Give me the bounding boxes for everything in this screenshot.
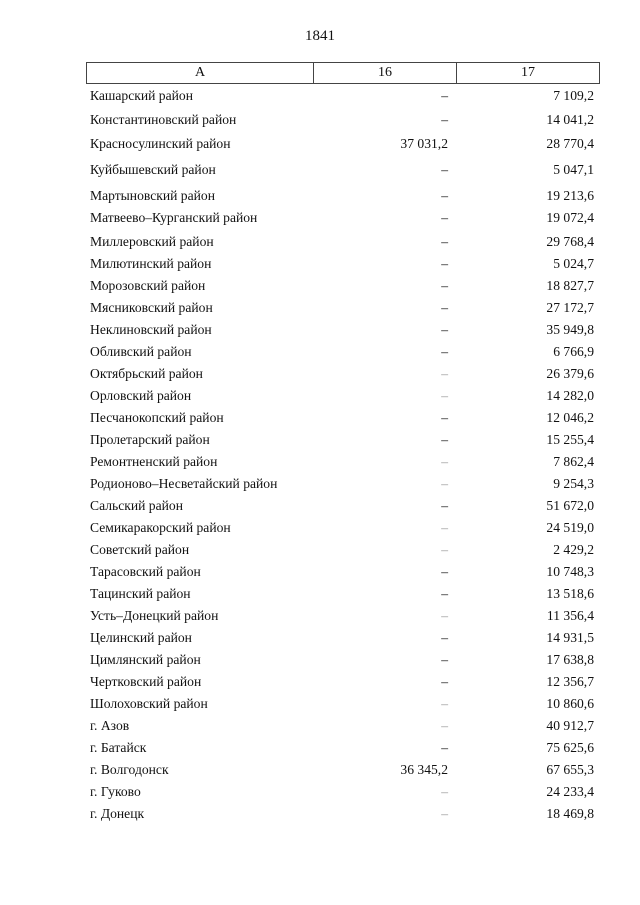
table-row [86, 160, 600, 180]
row-col-16: – [441, 234, 448, 249]
row-col-16: – [441, 388, 448, 403]
row-name: Мартыновский район [90, 188, 215, 203]
row-col-17: 18 469,8 [546, 806, 594, 821]
row-col-16: – [441, 498, 448, 513]
row-col-17: 14 282,0 [546, 388, 594, 403]
row-col-17: 15 255,4 [546, 432, 594, 447]
row-name: Красносулинский район [90, 136, 231, 151]
table-row [86, 584, 600, 604]
row-col-16: – [441, 210, 448, 225]
row-col-16: – [441, 784, 448, 799]
row-col-16: – [441, 476, 448, 491]
row-col-17: 19 072,4 [546, 210, 594, 225]
row-col-17: 5 024,7 [553, 256, 594, 271]
row-col-17: 9 254,3 [553, 476, 594, 491]
table-row [86, 540, 600, 560]
row-col-16: – [441, 586, 448, 601]
row-name: Морозовский район [90, 278, 206, 293]
row-col-16: – [441, 300, 448, 315]
row-name: г. Гуково [90, 784, 141, 799]
row-name: Куйбышевский район [90, 162, 216, 177]
table-row [86, 650, 600, 670]
row-col-17: 13 518,6 [546, 586, 594, 601]
row-col-17: 6 766,9 [553, 344, 594, 359]
table-row [86, 694, 600, 714]
table-row [86, 474, 600, 494]
row-name: Мясниковский район [90, 300, 213, 315]
row-col-17: 5 047,1 [553, 162, 594, 177]
row-col-17: 35 949,8 [546, 322, 594, 337]
table-row [86, 298, 600, 318]
row-col-16: – [441, 564, 448, 579]
table-row [86, 562, 600, 582]
row-name: Тацинский район [90, 586, 191, 601]
table-row [86, 760, 600, 780]
row-col-17: 67 655,3 [546, 762, 594, 777]
page-number: 1841 [305, 28, 335, 44]
row-col-16: – [441, 162, 448, 177]
row-name: Родионово–Несветайский район [90, 476, 278, 491]
table-row [86, 408, 600, 428]
row-col-16: – [441, 112, 448, 127]
row-col-17: 12 046,2 [546, 410, 594, 425]
row-col-16: 37 031,2 [400, 136, 448, 151]
row-name: Шолоховский район [90, 696, 208, 711]
row-col-17: 29 768,4 [546, 234, 594, 249]
row-col-17: 2 429,2 [553, 542, 594, 557]
table-row [86, 672, 600, 692]
row-name: Орловский район [90, 388, 192, 403]
header-col-16: 16 [314, 63, 457, 83]
row-col-16: – [441, 432, 448, 447]
row-name: Усть–Донецкий район [90, 608, 219, 623]
row-col-17: 27 172,7 [546, 300, 594, 315]
row-col-17: 7 109,2 [553, 88, 594, 103]
row-col-16: – [441, 674, 448, 689]
row-name: Миллеровский район [90, 234, 214, 249]
table-row [86, 320, 600, 340]
row-col-16: – [441, 718, 448, 733]
table-row [86, 628, 600, 648]
table-row [86, 496, 600, 516]
row-col-17: 12 356,7 [546, 674, 594, 689]
row-col-16: – [441, 630, 448, 645]
row-col-17: 10 748,3 [546, 564, 594, 579]
row-name: Советский район [90, 542, 190, 557]
row-col-16: – [441, 696, 448, 711]
row-col-16: – [441, 410, 448, 425]
row-col-17: 10 860,6 [546, 696, 594, 711]
row-name: Сальский район [90, 498, 183, 513]
row-name: Обливский район [90, 344, 192, 359]
row-name: Чертковский район [90, 674, 202, 689]
row-name: г. Батайск [90, 740, 147, 755]
row-col-16: – [441, 454, 448, 469]
row-col-16: 36 345,2 [400, 762, 448, 777]
row-name: Матвеево–Курганский район [90, 210, 258, 225]
row-col-17: 14 931,5 [546, 630, 594, 645]
table-row [86, 716, 600, 736]
table-row [86, 186, 600, 206]
row-name: Кашарский район [90, 88, 193, 103]
table-row [86, 430, 600, 450]
row-name: Пролетарский район [90, 432, 210, 447]
table-row [86, 386, 600, 406]
table-row [86, 232, 600, 252]
row-name: Константиновский район [90, 112, 237, 127]
row-col-17: 24 519,0 [546, 520, 594, 535]
row-col-16: – [441, 366, 448, 381]
row-col-17: 17 638,8 [546, 652, 594, 667]
data-table [86, 62, 600, 821]
header-col-17: 17 [521, 65, 535, 80]
row-col-17: 19 213,6 [546, 188, 594, 203]
row-name: Цимлянский район [90, 652, 201, 667]
row-name: Октябрьский район [90, 366, 203, 381]
row-col-16: – [441, 608, 448, 623]
row-name: Ремонтненский район [90, 454, 218, 469]
row-col-16: – [441, 520, 448, 535]
table-header [86, 62, 600, 84]
row-name: Тарасовский район [90, 564, 201, 579]
row-col-17: 24 233,4 [546, 784, 594, 799]
row-col-17: 75 625,6 [546, 740, 594, 755]
row-col-17: 11 356,4 [546, 608, 594, 623]
row-col-17: 14 041,2 [546, 112, 594, 127]
row-name: Семикаракорский район [90, 520, 231, 535]
row-col-17: 18 827,7 [546, 278, 594, 293]
row-name: Неклиновский район [90, 322, 212, 337]
row-name: Милютинский район [90, 256, 212, 271]
table-row [86, 208, 600, 228]
table-row [86, 518, 600, 538]
row-col-16: – [441, 322, 448, 337]
row-col-16: – [441, 652, 448, 667]
row-col-17: 28 770,4 [546, 136, 594, 151]
header-col-a: А [87, 63, 314, 83]
table-row [86, 342, 600, 362]
row-col-17: 26 379,6 [546, 366, 594, 381]
table-row [86, 134, 600, 154]
row-col-16: – [441, 256, 448, 271]
row-col-16: – [441, 88, 448, 103]
row-col-16: – [441, 278, 448, 293]
table-row [86, 804, 600, 824]
row-col-16: – [441, 542, 448, 557]
table-row [86, 110, 600, 130]
row-name: г. Азов [90, 718, 130, 733]
table-row [86, 452, 600, 472]
row-col-16: – [441, 806, 448, 821]
row-col-16: – [441, 344, 448, 359]
row-name: г. Донецк [90, 806, 145, 821]
row-name: Целинский район [90, 630, 192, 645]
row-col-17: 40 912,7 [546, 718, 594, 733]
row-col-16: – [441, 740, 448, 755]
row-name: г. Волгодонск [90, 762, 169, 777]
table-row [86, 738, 600, 758]
table-row [86, 606, 600, 626]
row-name: Песчанокопский район [90, 410, 224, 425]
table-row [86, 782, 600, 802]
table-row [86, 276, 600, 296]
table-row [86, 86, 600, 106]
table-row [86, 364, 600, 384]
row-col-16: – [441, 188, 448, 203]
row-col-17: 7 862,4 [553, 454, 594, 469]
table-row [86, 254, 600, 274]
row-col-17: 51 672,0 [546, 498, 594, 513]
